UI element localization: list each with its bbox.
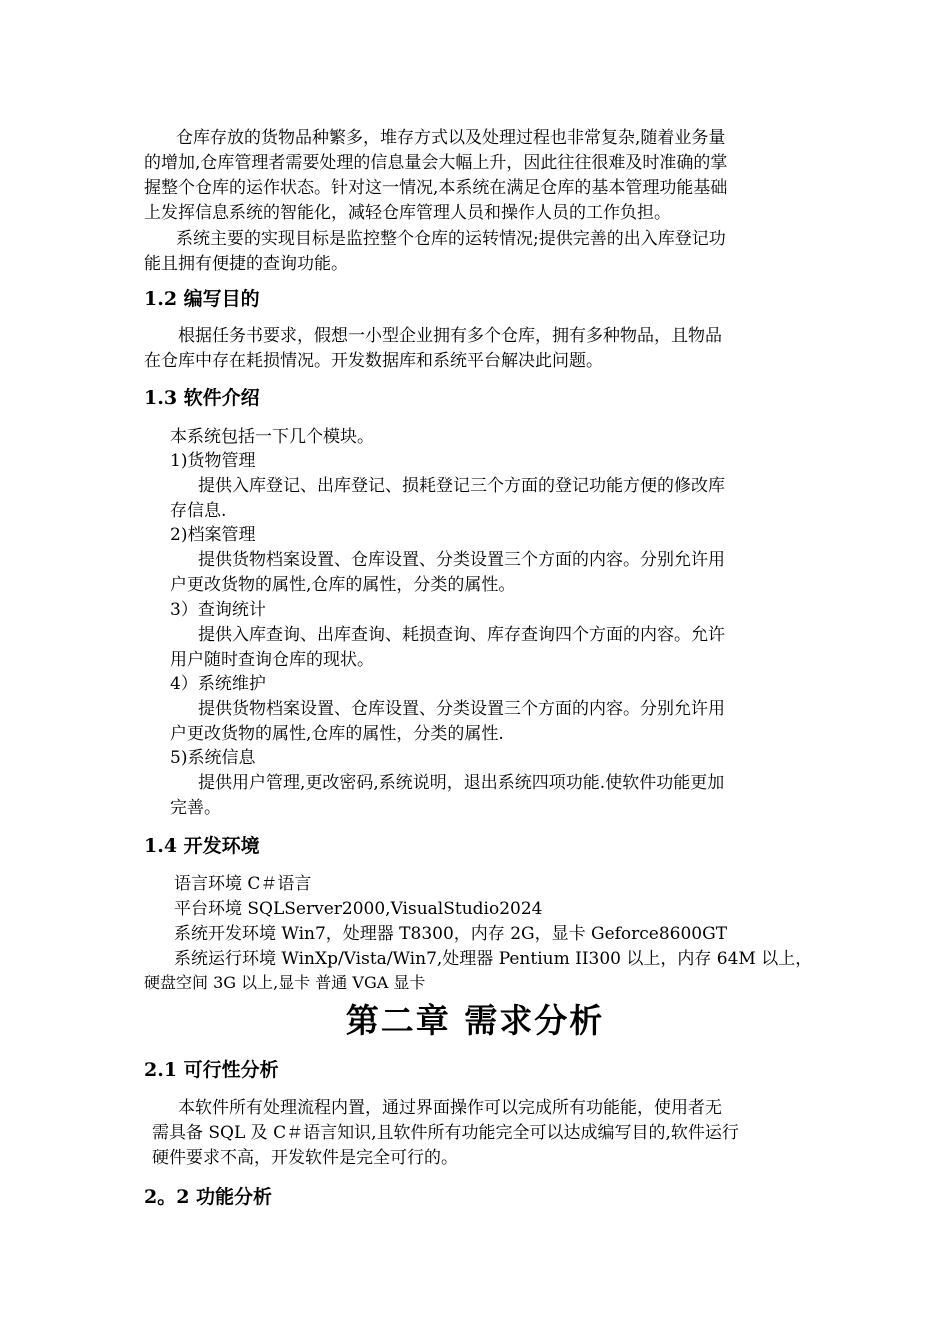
module-4-desc-line-2: 户更改货物的属性,仓库的属性，分类的属性. [170, 724, 504, 744]
section-1-2-line-2: 在仓库中存在耗损情况。开发数据库和系统平台解决此问题。 [144, 351, 603, 371]
section-2-1-line-1: 本软件所有处理流程内置，通过界面操作可以完成所有功能能，使用者无 [178, 1098, 722, 1118]
chapter-2-title: 第二章 需求分析 [345, 1001, 605, 1040]
section-2-1-line-2: 需具备 SQL 及 C＃语言知识,且软件所有功能完全可以达成编写目的,软件运行 [152, 1123, 739, 1143]
intro-p2-line-2: 能且拥有便捷的查询功能。 [144, 254, 348, 274]
intro-p1-line-3: 握整个仓库的运作状态。针对这一情况,本系统在满足仓库的基本管理功能基础 [144, 178, 728, 198]
section-1-4-heading: 1.4 开发环境 [144, 835, 260, 857]
section-1-3-heading: 1.3 软件介绍 [144, 387, 260, 409]
env-runtime-line-1: 系统运行环境 WinXp/Vista/Win7,处理器 Pentium II300 以上，内存 64M 以上， [174, 949, 813, 969]
module-4-desc-line-1: 提供货物档案设置、仓库设置、分类设置三个方面的内容。分别允许用 [198, 699, 725, 719]
module-3-title: 3）查询统计 [170, 600, 266, 620]
section-2-1-line-3: 硬件要求不高，开发软件是完全可行的。 [152, 1148, 458, 1168]
section-1-3-intro: 本系统包括一下几个模块。 [170, 427, 374, 447]
intro-p1-line-4: 上发挥信息系统的智能化，减轻仓库管理人员和操作人员的工作负担。 [144, 203, 671, 223]
module-5-title: 5)系统信息 [170, 748, 256, 768]
section-2-1-heading: 2.1 可行性分析 [144, 1059, 279, 1081]
module-1-desc-line-2: 存信息. [170, 501, 227, 521]
module-2-desc-line-2: 户更改货物的属性,仓库的属性，分类的属性。 [170, 575, 516, 595]
module-5-desc-line-1: 提供用户管理,更改密码,系统说明，退出系统四项功能.使软件功能更加 [198, 773, 725, 793]
env-runtime-line-2: 硬盘空间 3G 以上,显卡 普通 VGA 显卡 [144, 973, 426, 992]
intro-p2-line-1: 系统主要的实现目标是监控整个仓库的运转情况;提供完善的出入库登记功 [176, 229, 726, 249]
env-platform: 平台环境 SQLServer2000,VisualStudio2024 [174, 899, 543, 919]
module-1-title: 1)货物管理 [170, 451, 256, 471]
intro-p1-line-2: 的增加,仓库管理者需要处理的信息量会大幅上升，因此往往很难及时准确的掌 [144, 153, 728, 173]
module-2-title: 2)档案管理 [170, 525, 256, 545]
module-3-desc-line-2: 用户随时查询仓库的现状。 [170, 650, 374, 670]
env-dev: 系统开发环境 Win7，处理器 T8300，内存 2G，显卡 Geforce8600GT [174, 924, 728, 944]
section-1-2-line-1: 根据任务书要求，假想一小型企业拥有多个仓库，拥有多种物品，且物品 [178, 326, 722, 346]
module-3-desc-line-1: 提供入库查询、出库查询、耗损查询、库存查询四个方面的内容。允许 [198, 625, 725, 645]
intro-p1-line-1: 仓库存放的货物品种繁多，堆存方式以及处理过程也非常复杂,随着业务量 [176, 128, 726, 148]
module-5-desc-line-2: 完善。 [170, 798, 221, 818]
env-language: 语言环境 C＃语言 [174, 874, 312, 894]
module-4-title: 4）系统维护 [170, 674, 266, 694]
module-1-desc-line-1: 提供入库登记、出库登记、损耗登记三个方面的登记功能方便的修改库 [198, 476, 725, 496]
section-1-2-heading: 1.2 编写目的 [144, 288, 260, 310]
section-2-2-heading: 2。2 功能分析 [144, 1186, 273, 1208]
module-2-desc-line-1: 提供货物档案设置、仓库设置、分类设置三个方面的内容。分别允许用 [198, 550, 725, 570]
